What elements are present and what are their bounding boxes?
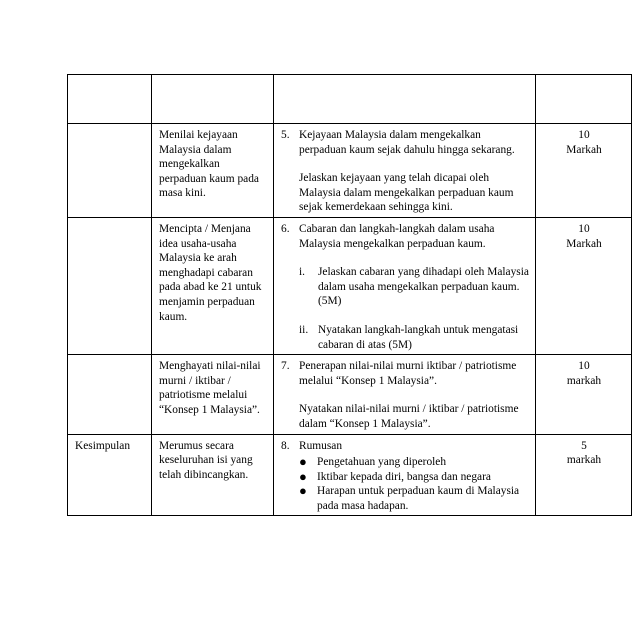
skill-cell: Menilai kejayaan Malaysia dalam mengekalkan perpaduan kaum pada masa kini. [152,124,274,218]
question-cell [274,434,536,516]
bullet-icon: ● [299,454,307,470]
list-item [299,455,529,470]
table-header-row [68,75,632,124]
sub-question [299,265,529,309]
assessment-table [67,74,632,516]
bullet-text: Harapan untuk perpaduan kaum di Malaysia pada masa hadapan. [317,485,520,512]
table-row [68,434,632,516]
skill-cell: Mencipta / Menjana idea usaha-usaha Malaysia ke arah menghadapi cabaran pada abad ke 21 untuk menjamin perpaduan kaum. [152,217,274,354]
marks-unit: Markah [566,237,602,250]
question-cell [274,355,536,434]
skill-cell: Menghayati nilai-nilai murni / iktibar / patriotisme melalui “Konsep 1 Malaysia”. [152,355,274,434]
marks-cell [536,124,632,218]
question-cell [274,124,536,218]
question-number: 7. [281,360,290,373]
marks-value: 10 [578,222,590,235]
bullet-text: Iktibar kepada diri, bangsa dan negara [317,470,491,483]
sub-question-label: i. [299,266,306,279]
question-number: 6. [281,222,290,235]
category-cell [68,217,152,354]
table-row [68,355,632,434]
header-cell [536,75,632,124]
question-number: 8. [281,439,290,452]
category-cell: Kesimpulan [68,434,152,516]
sub-question-text: Nyatakan langkah-langkah untuk mengatasi cabaran di atas (5M) [318,323,519,351]
header-cell [274,75,536,124]
header-cell [68,75,152,124]
marks-cell [536,355,632,434]
marks-unit: markah [566,374,602,387]
sub-question-label: ii. [299,323,309,336]
question-text: Kejayaan Malaysia dalam mengekalkan perpaduan kaum sejak dahulu hingga sekarang. [299,129,515,156]
marks-value: 10 [578,129,590,141]
category-cell [68,355,152,434]
bullet-icon: ● [299,483,307,499]
marks-value: 5 [581,439,587,452]
question-text: Rumusan [299,439,343,452]
header-cell [152,75,274,124]
bullet-text: Pengetahuan yang diperoleh [317,456,447,469]
list-item [299,484,529,513]
marks-cell [536,434,632,516]
sub-question [299,323,529,352]
marks-unit: markah [566,454,602,467]
question-number: 5. [281,129,290,141]
question-cell [274,217,536,354]
marks-cell [536,217,632,354]
marks-unit: Markah [566,143,602,156]
bullet-list [281,455,529,513]
bullet-icon: ● [299,468,307,484]
question-instruction: Jelaskan kejayaan yang telah dicapai oleh Malaysia dalam mengekalkan perpaduan kaum sejak kemerdekaan sehingga kini. [299,172,514,214]
table-row [68,217,632,354]
marks-value: 10 [578,360,590,373]
list-item [299,470,529,485]
question-text: Cabaran dan langkah-langkah dalam usaha Malaysia mengekalkan perpaduan kaum. [299,222,495,250]
question-instruction: Nyatakan nilai-nilai murni / iktibar / patriotisme dalam “Konsep 1 Malaysia”. [299,403,519,430]
table-row [68,124,632,218]
skill-cell: Merumus secara keseluruhan isi yang telah dibincangkan. [152,434,274,516]
category-cell [68,124,152,218]
question-text: Penerapan nilai-nilai murni iktibar / patriotisme melalui “Konsep 1 Malaysia”. [299,360,517,387]
sub-question-text: Jelaskan cabaran yang dihadapi oleh Malaysia dalam usaha mengekalkan perpaduan kaum. (5M) [318,266,529,308]
